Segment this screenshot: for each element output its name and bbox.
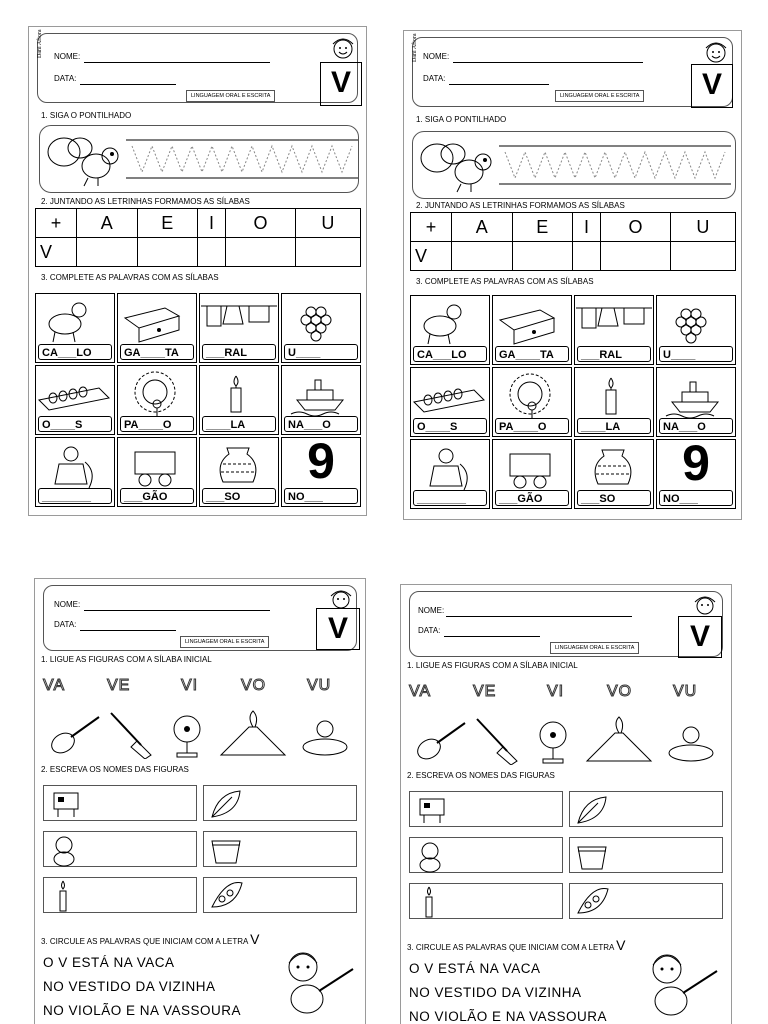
syllable-head-plus: + xyxy=(36,209,77,238)
word-blank[interactable]: GA____TA xyxy=(120,344,194,360)
name-label: NOME: xyxy=(54,600,81,609)
picture-card xyxy=(117,437,197,507)
question-3-letter: V xyxy=(616,937,626,953)
boy-guitar-icon xyxy=(637,951,727,1024)
syllable-head-e: E xyxy=(512,213,573,242)
grandpa-icon xyxy=(303,721,347,755)
write-name-box[interactable] xyxy=(203,877,357,913)
picture-card xyxy=(117,365,197,435)
question-2: 2. JUNTANDO AS LETRINHAS FORMAMOS AS SÍLABAS xyxy=(416,201,625,210)
word-blank[interactable]: ____LA xyxy=(577,418,651,434)
wagon-icon xyxy=(117,442,197,488)
bee-icon xyxy=(44,128,124,190)
write-name-box[interactable] xyxy=(569,791,723,827)
monster-icon xyxy=(48,833,84,867)
phrase-line[interactable]: O V ESTÁ NA VACA xyxy=(409,961,541,976)
syllable-row-v: V xyxy=(411,242,452,271)
clothesline-icon xyxy=(574,300,654,346)
pea-pod-icon xyxy=(574,885,610,919)
question-3-text: 3. CIRCULE AS PALAVRAS QUE INICIAM COM A LETRA xyxy=(41,937,248,946)
syllable-head-plus: + xyxy=(411,213,452,242)
volcano-icon xyxy=(587,717,651,761)
picture-card xyxy=(574,295,654,365)
question-1: 1. SIGA O PONTILHADO xyxy=(416,115,507,124)
peacock-icon xyxy=(492,372,572,418)
picture-grid xyxy=(410,295,736,509)
name-label: NOME: xyxy=(54,52,81,61)
question-3 xyxy=(41,931,259,947)
write-name-box[interactable] xyxy=(409,883,563,919)
worksheet-bottom-left xyxy=(34,578,366,1024)
subject-label: LINGUAGEM ORAL E ESCRITA xyxy=(180,636,269,648)
broom-icon xyxy=(477,719,517,765)
word-blank[interactable]: CA___LO xyxy=(413,346,487,362)
picture-card xyxy=(656,367,736,437)
drawer-icon xyxy=(117,298,197,344)
question-2: 2. ESCREVA OS NOMES DAS FIGURAS xyxy=(407,771,555,780)
picture-card xyxy=(281,433,361,507)
letter-box: V xyxy=(320,62,362,106)
name-field[interactable] xyxy=(84,610,270,611)
question-3-text: 3. CIRCULE AS PALAVRAS QUE INICIAM COM A LETRA xyxy=(407,943,614,952)
word-blank[interactable]: ___SO xyxy=(577,490,651,506)
header-box xyxy=(409,591,723,657)
write-name-box[interactable] xyxy=(203,831,357,867)
syllable-table xyxy=(410,212,736,271)
picture-card xyxy=(574,367,654,437)
pot-icon xyxy=(574,839,610,873)
question-3 xyxy=(407,937,625,953)
grandma-icon xyxy=(410,444,490,490)
tracing-box xyxy=(412,131,736,199)
syllable-vo[interactable]: VO xyxy=(241,677,267,694)
nine-icon: 9 xyxy=(682,435,710,491)
grandpa-icon xyxy=(669,727,713,761)
phrase-line[interactable]: O V ESTÁ NA VACA xyxy=(43,955,175,970)
name-label: NOME: xyxy=(423,52,450,61)
write-name-box[interactable] xyxy=(569,837,723,873)
write-name-box[interactable] xyxy=(43,831,197,867)
nine-icon: 9 xyxy=(307,433,335,489)
question-3: 3. COMPLETE AS PALAVRAS COM AS SÍLABAS xyxy=(416,277,594,286)
write-name-box[interactable] xyxy=(409,837,563,873)
pot-icon xyxy=(208,833,244,867)
name-field[interactable] xyxy=(446,616,632,617)
date-field[interactable] xyxy=(444,636,540,637)
volcano-icon xyxy=(221,711,285,755)
syllable-head-u: U xyxy=(670,213,735,242)
word-blank[interactable]: ____LA xyxy=(202,416,276,432)
letter-box: V xyxy=(691,64,733,108)
word-blank[interactable]: GA____TA xyxy=(495,346,569,362)
syllable-blank[interactable] xyxy=(77,238,138,267)
syllable-ve[interactable]: VE xyxy=(473,683,497,700)
syllable-row-v: V xyxy=(36,238,77,267)
picture-card xyxy=(492,439,572,509)
write-name-box[interactable] xyxy=(409,791,563,827)
picture-grid xyxy=(35,293,361,507)
vase-icon xyxy=(199,442,279,488)
dotted-trace-lines[interactable] xyxy=(126,136,358,182)
syllable-va[interactable]: VA xyxy=(409,683,432,700)
word-blank[interactable]: NO___ xyxy=(659,490,733,506)
word-blank[interactable]: PA____O xyxy=(495,418,569,434)
tracing-box xyxy=(39,125,359,193)
word-blank[interactable]: ________ xyxy=(38,488,112,504)
worksheet-top-left xyxy=(28,26,367,516)
question-2: 2. ESCREVA OS NOMES DAS FIGURAS xyxy=(41,765,189,774)
picture-card xyxy=(656,295,736,365)
word-blank[interactable]: U____ xyxy=(659,346,733,362)
picture-card xyxy=(199,437,279,507)
leaf-icon xyxy=(574,793,610,827)
syllable-head-a: A xyxy=(452,213,513,242)
name-label: NOME: xyxy=(418,606,445,615)
dotted-trace-lines[interactable] xyxy=(499,142,731,188)
write-name-box[interactable] xyxy=(43,877,197,913)
broom-icon xyxy=(111,713,151,759)
clothesline-icon xyxy=(199,298,279,344)
subject-label: LINGUAGEM ORAL E ESCRITA xyxy=(550,642,639,654)
picture-card xyxy=(281,365,361,435)
subject-label: LINGUAGEM ORAL E ESCRITA xyxy=(555,90,644,102)
author-label: Dani Afiora xyxy=(412,33,418,62)
word-blank[interactable]: O____S xyxy=(38,416,112,432)
word-blank[interactable]: NO___ xyxy=(284,488,358,504)
word-blank[interactable]: ___GÃO xyxy=(495,490,569,506)
syllable-blank[interactable] xyxy=(512,242,573,271)
syllable-vu[interactable]: VU xyxy=(307,677,332,694)
cow-icon xyxy=(48,787,84,821)
word-blank[interactable]: NA___O xyxy=(659,418,733,434)
date-field[interactable] xyxy=(80,84,176,85)
syllable-blank[interactable] xyxy=(198,238,226,267)
syllable-table xyxy=(35,208,361,267)
phrase-line[interactable]: NO VESTIDO DA VIZINHA xyxy=(43,979,216,994)
figures-row xyxy=(41,707,357,759)
girl-face-icon xyxy=(701,38,731,68)
girl-face-icon xyxy=(328,34,358,64)
drawer-icon xyxy=(492,300,572,346)
picture-card xyxy=(656,435,736,509)
cow-icon xyxy=(414,793,450,827)
horse-icon xyxy=(35,298,115,344)
picture-card xyxy=(199,293,279,363)
violin-icon xyxy=(48,717,99,757)
violin-icon xyxy=(414,723,465,763)
fan-icon xyxy=(540,722,566,763)
syllable-head-a: A xyxy=(77,209,138,238)
grandma-icon xyxy=(35,442,115,488)
monster-icon xyxy=(414,839,450,873)
question-3-letter: V xyxy=(250,931,260,947)
candle-icon xyxy=(199,370,279,416)
bee-icon xyxy=(417,134,497,196)
author-label: Dani Afiora xyxy=(37,29,43,58)
word-blank[interactable]: ___RAL xyxy=(577,346,651,362)
picture-card xyxy=(281,293,361,363)
name-field[interactable] xyxy=(84,62,270,63)
peacock-icon xyxy=(117,370,197,416)
syllable-vu[interactable]: VU xyxy=(673,683,698,700)
syllable-head-i: I xyxy=(198,209,226,238)
word-blank[interactable]: CA___LO xyxy=(38,344,112,360)
word-blank[interactable]: ___SO xyxy=(202,488,276,504)
word-blank[interactable]: U____ xyxy=(284,344,358,360)
word-blank[interactable]: ___RAL xyxy=(202,344,276,360)
syllable-vi[interactable]: VI xyxy=(547,683,565,700)
word-blank[interactable]: NA___O xyxy=(284,416,358,432)
candle-icon xyxy=(574,372,654,418)
question-1: 1. SIGA O PONTILHADO xyxy=(41,111,132,120)
phrase-line[interactable]: NO VESTIDO DA VIZINHA xyxy=(409,985,582,1000)
candle-icon xyxy=(48,879,84,913)
syllable-blank[interactable] xyxy=(452,242,513,271)
picture-card xyxy=(574,439,654,509)
syllable-va[interactable]: VA xyxy=(43,677,66,694)
question-1: 1. LIGUE AS FIGURAS COM A SÍLABA INICIAL xyxy=(41,655,212,664)
date-field[interactable] xyxy=(80,630,176,631)
picture-card xyxy=(410,439,490,509)
word-blank[interactable]: O____S xyxy=(413,418,487,434)
grapes-icon xyxy=(281,298,361,344)
syllable-vi[interactable]: VI xyxy=(181,677,199,694)
girl-face-icon xyxy=(326,586,356,612)
date-label: DATA: xyxy=(418,626,441,635)
subject-label: LINGUAGEM ORAL E ESCRITA xyxy=(186,90,275,102)
worksheet-bottom-right xyxy=(400,584,732,1024)
picture-card xyxy=(492,295,572,365)
ship-icon xyxy=(281,370,361,416)
letter-box: V xyxy=(316,608,360,650)
eggs-icon xyxy=(35,370,115,416)
fan-icon xyxy=(174,716,200,757)
girl-face-icon xyxy=(690,592,720,618)
picture-card xyxy=(35,365,115,435)
picture-card xyxy=(492,367,572,437)
syllable-head-o: O xyxy=(226,209,296,238)
leaf-icon xyxy=(208,787,244,821)
picture-card xyxy=(35,293,115,363)
question-3: 3. COMPLETE AS PALAVRAS COM AS SÍLABAS xyxy=(41,273,219,282)
grapes-icon xyxy=(656,300,736,346)
date-label: DATA: xyxy=(54,620,77,629)
question-1: 1. LIGUE AS FIGURAS COM A SÍLABA INICIAL xyxy=(407,661,578,670)
picture-card xyxy=(199,365,279,435)
date-label: DATA: xyxy=(423,74,446,83)
figures-row xyxy=(407,713,723,765)
vase-icon xyxy=(574,444,654,490)
syllable-head-e: E xyxy=(137,209,198,238)
date-label: DATA: xyxy=(54,74,77,83)
syllable-head-u: U xyxy=(295,209,360,238)
question-2: 2. JUNTANDO AS LETRINHAS FORMAMOS AS SÍLABAS xyxy=(41,197,250,206)
syllable-blank[interactable] xyxy=(137,238,198,267)
phrase-line[interactable]: NO VIOLÃO E NA VASSOURA xyxy=(43,1003,242,1018)
eggs-icon xyxy=(410,372,490,418)
word-blank[interactable]: ________ xyxy=(413,490,487,506)
picture-card xyxy=(35,437,115,507)
horse-icon xyxy=(410,300,490,346)
candle-icon xyxy=(414,885,450,919)
pea-pod-icon xyxy=(208,879,244,913)
ship-icon xyxy=(656,372,736,418)
header-box xyxy=(37,29,358,103)
name-field[interactable] xyxy=(453,62,643,63)
date-field[interactable] xyxy=(449,84,549,85)
syllable-ve[interactable]: VE xyxy=(107,677,131,694)
picture-card xyxy=(410,367,490,437)
header-box xyxy=(43,585,357,651)
boy-guitar-icon xyxy=(273,949,363,1024)
letter-box: V xyxy=(678,616,722,658)
syllable-head-o: O xyxy=(601,213,671,242)
wagon-icon xyxy=(492,444,572,490)
syllable-blank[interactable] xyxy=(601,242,671,271)
write-name-box[interactable] xyxy=(569,883,723,919)
syllable-blank[interactable] xyxy=(295,238,360,267)
syllable-blank[interactable] xyxy=(226,238,296,267)
header-box xyxy=(412,33,733,107)
syllable-vo[interactable]: VO xyxy=(607,683,633,700)
picture-card xyxy=(410,295,490,365)
word-blank[interactable]: ___GÃO xyxy=(120,488,194,504)
worksheet-top-right xyxy=(403,30,742,520)
syllable-blank[interactable] xyxy=(670,242,735,271)
phrase-line[interactable]: NO VIOLÃO E NA VASSOURA xyxy=(409,1009,608,1024)
syllable-head-i: I xyxy=(573,213,601,242)
syllable-blank[interactable] xyxy=(573,242,601,271)
word-blank[interactable]: PA____O xyxy=(120,416,194,432)
write-name-box[interactable] xyxy=(203,785,357,821)
picture-card xyxy=(117,293,197,363)
write-name-box[interactable] xyxy=(43,785,197,821)
